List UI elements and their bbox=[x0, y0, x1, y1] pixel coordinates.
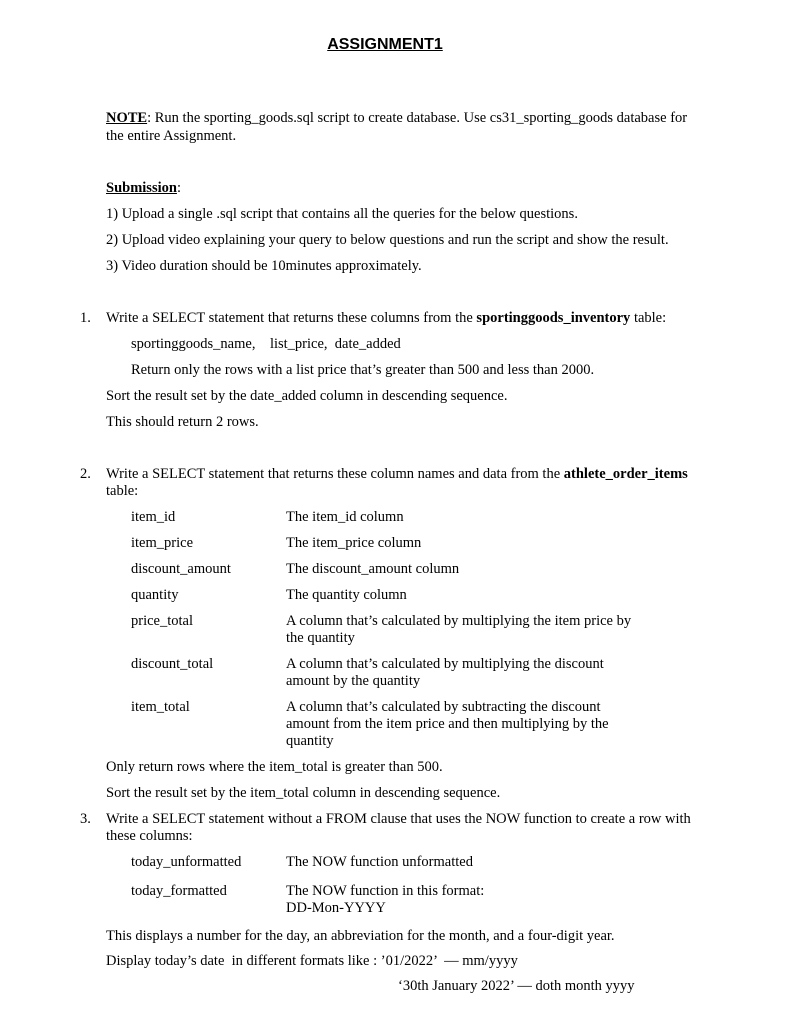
def-name: item_price bbox=[131, 535, 194, 551]
def-desc: A column that’s calculated by multiplying the discount bbox=[286, 656, 604, 672]
def-name: quantity bbox=[131, 587, 179, 603]
def-desc: The NOW function in this format: bbox=[286, 883, 485, 899]
q3-explain: This displays a number for the day, an abbreviation for the month, and a four-digit year. bbox=[106, 928, 615, 944]
submission-item: 2) Upload video explaining your query to below questions and run the script and show the result. bbox=[106, 232, 669, 248]
def-desc: DD-Mon-YYYY bbox=[286, 900, 386, 916]
note-text-2: the entire Assignment. bbox=[106, 128, 237, 144]
def-desc: The item_price column bbox=[286, 535, 422, 551]
def-name: today_unformatted bbox=[131, 854, 242, 870]
q1-filter: Return only the rows with a list price that’s greater than 500 and less than 2000. bbox=[131, 362, 595, 378]
note-line-1 bbox=[106, 110, 687, 127]
q3-line-2: these columns: bbox=[106, 828, 193, 844]
q1-rows: This should return 2 rows. bbox=[106, 414, 259, 430]
def-desc: amount from the item price and then multiplying by the bbox=[286, 716, 609, 732]
def-name: item_total bbox=[131, 699, 190, 715]
def-desc: the quantity bbox=[286, 630, 355, 646]
q3-formats-2: ‘30th January 2022’ — doth month yyyy bbox=[398, 978, 635, 994]
submission-item: 3) Video duration should be 10minutes approximately. bbox=[106, 258, 422, 274]
q3-line-1: Write a SELECT statement without a FROM clause that uses the NOW function to create a row with bbox=[106, 811, 691, 827]
def-name: discount_total bbox=[131, 656, 214, 672]
submission-heading: Submission: bbox=[106, 180, 181, 196]
note-label: NOTE bbox=[106, 110, 148, 126]
q1-number: 1. bbox=[80, 310, 91, 326]
q2-sort: Sort the result set by the item_total column in descending sequence. bbox=[106, 785, 501, 801]
q2-table-name: athlete_order_items bbox=[563, 466, 688, 482]
q1-sort: Sort the result set by the date_added column in descending sequence. bbox=[106, 388, 508, 404]
q1-line-1: Write a SELECT statement that returns these columns from the sportinggoods_inventory table: bbox=[106, 310, 667, 326]
def-desc: A column that’s calculated by multiplying the item price by bbox=[286, 613, 632, 629]
def-name: discount_amount bbox=[131, 561, 231, 577]
def-name: price_total bbox=[131, 613, 194, 629]
q3-formats-1: Display today’s date in different formats like : ’01/2022’ — mm/yyyy bbox=[106, 953, 518, 969]
def-desc: The item_id column bbox=[286, 509, 404, 525]
def-desc: The discount_amount column bbox=[286, 561, 460, 577]
def-desc: amount by the quantity bbox=[286, 673, 421, 689]
def-desc: The NOW function unformatted bbox=[286, 854, 473, 870]
page-title: ASSIGNMENT1 bbox=[327, 36, 443, 53]
submission-label: Submission bbox=[106, 180, 177, 196]
q2-filter: Only return rows where the item_total is greater than 500. bbox=[106, 759, 443, 775]
note-text-1: : Run the sporting_goods.sql script to create database. Use cs31_sporting_goods database for bbox=[147, 110, 688, 126]
def-desc: quantity bbox=[286, 733, 334, 749]
q2-line-1: Write a SELECT statement that returns these column names and data from the athlete_order_items bbox=[106, 466, 688, 482]
submission-item: 1) Upload a single .sql script that contains all the queries for the below questions. bbox=[106, 206, 578, 222]
def-desc: A column that’s calculated by subtracting the discount bbox=[286, 699, 601, 715]
def-name: item_id bbox=[131, 509, 176, 525]
q1-table-name: sportinggoods_inventory bbox=[476, 310, 631, 326]
def-desc: The quantity column bbox=[286, 587, 407, 603]
def-name: today_formatted bbox=[131, 883, 227, 899]
q1-columns: sportinggoods_name, list_price, date_added bbox=[131, 336, 401, 352]
q2-number: 2. bbox=[80, 466, 91, 482]
q2-line-2: table: bbox=[106, 483, 139, 499]
q3-number: 3. bbox=[80, 811, 91, 827]
